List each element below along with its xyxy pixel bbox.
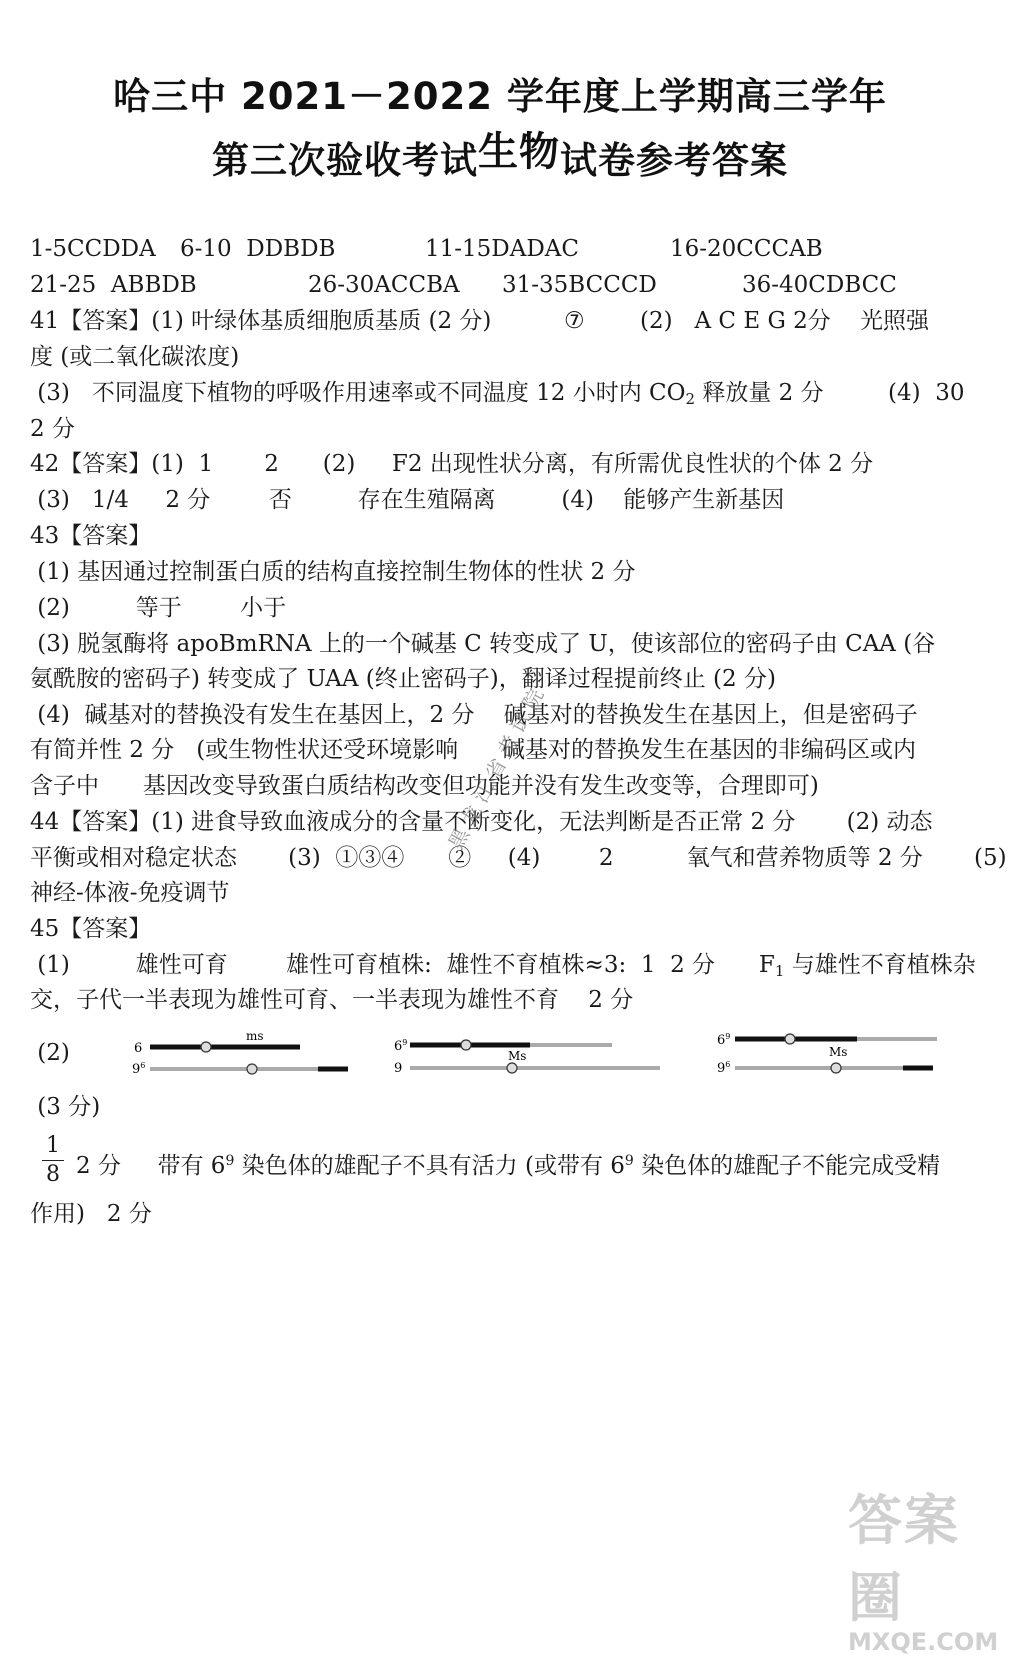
- q42-line2: (3) 1/4 2 分 否 存在生殖隔离 (4) 能够产生新基因: [30, 487, 785, 513]
- mc-answer: 6-10 DDBDB: [180, 236, 336, 262]
- q44-line1: 44【答案】(1) 进食导致血液成分的含量不断变化，无法判断是否正常 2 分 (2) 动态: [30, 809, 933, 835]
- q45-line2: 交，子代一半表现为雄性可育、一半表现为雄性不育 2 分: [30, 987, 634, 1013]
- gene-label: Ms: [508, 1049, 527, 1063]
- chromosome-top-label: [717, 1032, 730, 1048]
- exam-stamp: 黑 龙 江 省 考 试 院: [443, 684, 549, 854]
- q41-part4: 释放量 2 分: [695, 380, 824, 406]
- q45-heading: 45【答案】: [30, 916, 152, 942]
- chromosome-bottom-label: 9: [394, 1061, 403, 1076]
- q45-part5b: 染色体的雄配子不具有活力 (或带有 6: [234, 1153, 625, 1179]
- q43-line7: 含子中 基因改变导致蛋白质结构改变但功能并没有发生改变等，合理即可): [30, 773, 819, 799]
- bottom-label-base: 9: [132, 1062, 141, 1077]
- chromosome-bottom-label: [132, 1061, 145, 1077]
- gene-label: ms: [246, 1029, 264, 1043]
- mc-answer: 16-20CCCAB: [670, 236, 823, 262]
- mc-answer: 26-30ACCBA: [308, 272, 460, 298]
- bottom-label-sup: 6: [140, 1061, 146, 1070]
- q43-line2: (2) 等于 小于: [30, 595, 287, 621]
- q41-part5: (4) 30: [888, 380, 965, 406]
- centromere: [461, 1040, 471, 1050]
- q41-part2: (2) A C E G 2分 光照强: [640, 308, 930, 334]
- title-part-a: 第三次验收考试: [212, 139, 478, 182]
- q41-line3: [30, 378, 824, 414]
- q43-line1: (1) 基因通过控制蛋白质的结构直接控制生物体的性状 2 分: [30, 559, 636, 585]
- q45-line5: [76, 1146, 940, 1181]
- q41-circle-answer: ⑦: [564, 308, 585, 334]
- superscript: 9: [624, 1153, 634, 1169]
- centromere: [247, 1064, 257, 1074]
- fraction-denominator: 8: [46, 1162, 60, 1187]
- q41-line2: 度 (或二氧化碳浓度): [30, 344, 240, 370]
- mc-answer: 36-40CDBCC: [742, 272, 897, 298]
- chromosome-diagram-2: [390, 1028, 670, 1078]
- q45-line6: 作用) 2 分: [30, 1201, 152, 1227]
- centromere: [507, 1063, 517, 1073]
- q45-part2: 与雄性不育植株杂: [784, 952, 976, 978]
- top-label-sup: 9: [402, 1038, 408, 1047]
- bottom-label-base: 9: [717, 1061, 726, 1076]
- centromere: [831, 1063, 841, 1073]
- watermark: [848, 1478, 999, 1656]
- q45-part5a: 2 分 带有 6: [76, 1153, 226, 1179]
- chromosome-bottom-label: [717, 1060, 730, 1076]
- mc-answer: 11-15DADAC: [425, 236, 580, 262]
- chromosome-top-label: 6: [134, 1041, 143, 1056]
- fraction-numerator: 1: [42, 1132, 64, 1161]
- fraction-one-eighth: [42, 1132, 64, 1189]
- mc-answer: 31-35BCCCD: [502, 272, 657, 298]
- q45-part5c: 染色体的雄配子不能完成受精: [633, 1153, 941, 1179]
- top-label-base: 6: [394, 1039, 403, 1054]
- q43-line4: 氨酰胺的密码子) 转变成了 UAA (终止密码子)，翻译过程提前终止 (2 分): [30, 666, 776, 692]
- bottom-label-sup: 6: [725, 1060, 731, 1069]
- co2-subscript: 2: [685, 390, 696, 408]
- page-title-line2: [0, 128, 1000, 185]
- page-title-line1: 哈三中 2021－2022 学年度上学期高三学年: [113, 75, 887, 118]
- centromere: [785, 1034, 795, 1044]
- mc-answer: 1-5CCDDA: [30, 236, 156, 262]
- q43-line6: 有简并性 2 分 (或生物性状还受环境影响 碱基对的替换发生在基因的非编码区或内: [30, 737, 917, 763]
- chromosome-top-label: [394, 1038, 407, 1054]
- q45-part1: (1) 雄性可育 雄性可育植株: 雄性不育植株≈3: 1 2 分 F: [30, 952, 775, 978]
- q41-part3: (3) 不同温度下植物的呼吸作用速率或不同温度 12 小时内 CO: [30, 380, 686, 406]
- superscript: 9: [225, 1153, 235, 1169]
- q45-line1: [30, 950, 976, 986]
- top-label-sup: 9: [725, 1032, 731, 1041]
- mc-answer: 21-25 ABBDB: [30, 272, 197, 298]
- chromosome-diagram-1: [128, 1028, 368, 1078]
- q41-part1: 41【答案】(1) 叶绿体基质细胞质基质 (2 分): [30, 308, 492, 334]
- q44-line2: 平衡或相对稳定状态 (3) ①③④ ② (4) 2 氧气和营养物质等 2 分 (5): [30, 845, 1007, 871]
- q44-line3: 神经-体液-免疫调节: [30, 880, 230, 906]
- watermark-url: MXQE.COM: [848, 1628, 999, 1656]
- centromere: [201, 1042, 211, 1052]
- f1-subscript: 1: [774, 962, 785, 980]
- q43-line5: (4) 碱基对的替换没有发生在基因上，2 分 碱基对的替换发生在基因上，但是密码子: [30, 702, 918, 728]
- q43-heading: 43【答案】: [30, 523, 152, 549]
- q43-line3: (3) 脱氢酶将 apoBmRNA 上的一个碱基 C 转变成了 U，使该部位的密码子由 CAA (谷: [30, 631, 936, 657]
- title-subject: 生物: [478, 129, 560, 175]
- top-label-base: 6: [717, 1033, 726, 1048]
- q41-line1: [30, 306, 491, 336]
- title-part-c: 试卷参考答案: [560, 139, 788, 182]
- q45-score-3: (3 分): [30, 1094, 101, 1120]
- watermark-logo: 答案圈: [848, 1489, 960, 1629]
- q45-label-2: (2): [30, 1040, 70, 1066]
- chromosome-diagram-3: [715, 1028, 955, 1078]
- gene-label: Ms: [829, 1045, 848, 1059]
- q41-line4: 2 分: [30, 416, 75, 442]
- q42-line1: 42【答案】(1) 1 2 (2) F2 出现性状分离，有所需优良性状的个体 2 分: [30, 451, 874, 477]
